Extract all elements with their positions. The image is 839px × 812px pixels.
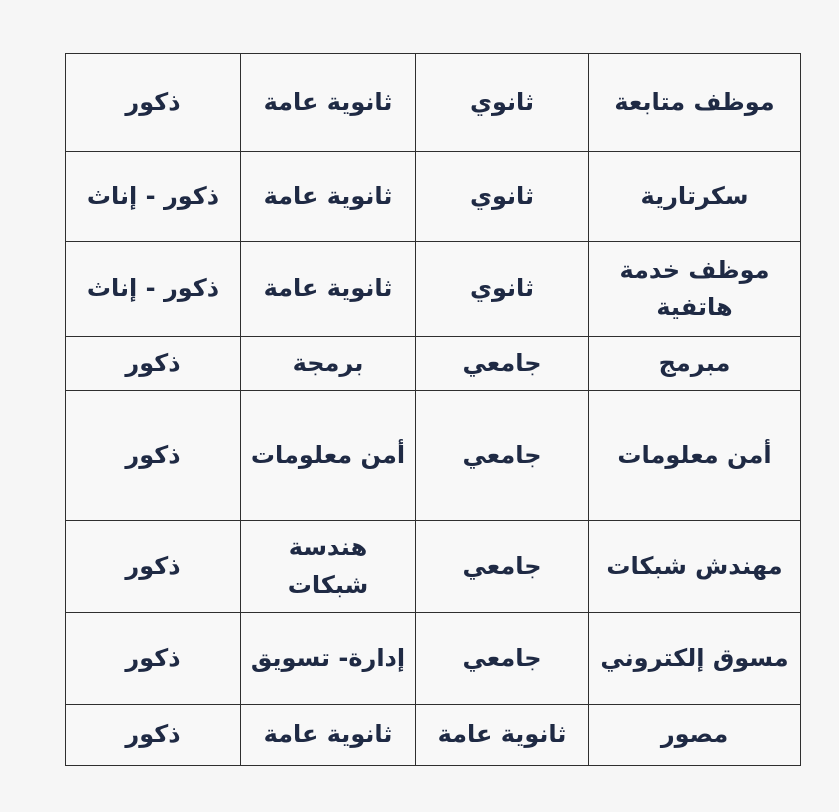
- major-cell: ثانوية عامة: [241, 54, 416, 152]
- job-title-cell: موظف متابعة: [589, 54, 801, 152]
- education-cell: جامعي: [416, 337, 589, 391]
- job-title-cell: مهندش شبكات: [589, 521, 801, 613]
- major-cell: ثانوية عامة: [241, 705, 416, 766]
- education-cell: ثانوي: [416, 242, 589, 337]
- education-cell: جامعي: [416, 391, 589, 521]
- job-title-cell: مسوق إلكتروني: [589, 613, 801, 705]
- major-cell: إدارة- تسويق: [241, 613, 416, 705]
- jobs-table: [65, 53, 801, 766]
- gender-cell: ذكور: [66, 54, 241, 152]
- table-row: [66, 337, 801, 391]
- table-row: [66, 705, 801, 766]
- gender-cell: ذكور - إناث: [66, 242, 241, 337]
- gender-cell: ذكور: [66, 337, 241, 391]
- education-cell: ثانوي: [416, 152, 589, 242]
- major-cell: هندسة شبكات: [241, 521, 416, 613]
- table-row: [66, 54, 801, 152]
- gender-cell: ذكور: [66, 705, 241, 766]
- education-cell: ثانوية عامة: [416, 705, 589, 766]
- major-cell: ثانوية عامة: [241, 152, 416, 242]
- job-title-cell: أمن معلومات: [589, 391, 801, 521]
- education-cell: جامعي: [416, 521, 589, 613]
- major-cell: أمن معلومات: [241, 391, 416, 521]
- education-cell: ثانوي: [416, 54, 589, 152]
- table-row: [66, 613, 801, 705]
- job-title-cell: موظف خدمة هاتفية: [589, 242, 801, 337]
- job-title-cell: مبرمج: [589, 337, 801, 391]
- table-row: [66, 521, 801, 613]
- gender-cell: ذكور: [66, 521, 241, 613]
- table-row: [66, 391, 801, 521]
- major-cell: برمجة: [241, 337, 416, 391]
- table-row: [66, 152, 801, 242]
- table-row: [66, 242, 801, 337]
- job-title-cell: مصور: [589, 705, 801, 766]
- education-cell: جامعي: [416, 613, 589, 705]
- gender-cell: ذكور - إناث: [66, 152, 241, 242]
- major-cell: ثانوية عامة: [241, 242, 416, 337]
- gender-cell: ذكور: [66, 391, 241, 521]
- job-title-cell: سكرتارية: [589, 152, 801, 242]
- gender-cell: ذكور: [66, 613, 241, 705]
